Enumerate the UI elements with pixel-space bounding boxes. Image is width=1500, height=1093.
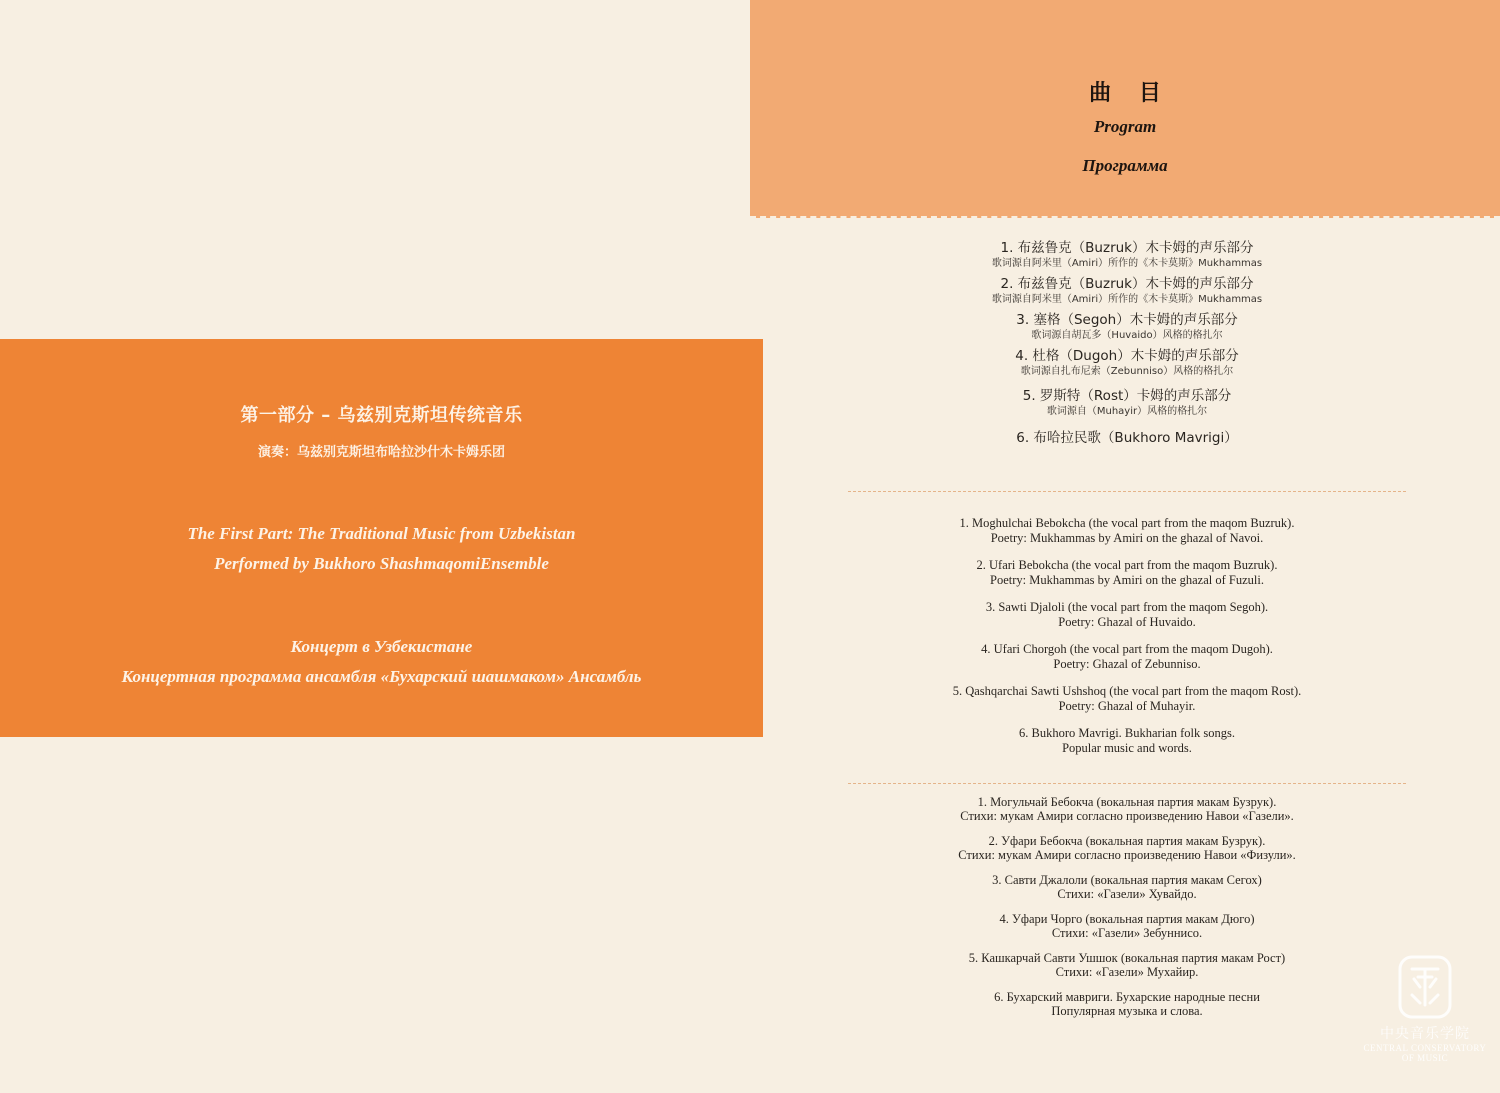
list-item [848,276,1406,306]
program-list-ru [848,795,1406,1029]
item-title: 2. Ufari Bebokcha (the vocal part from the maqom Buzruk). [976,558,1278,572]
list-item [848,795,1406,823]
item-subtitle: Стихи: «Газели» Мухайир. [1055,965,1199,979]
item-title: 3. Sawti Djaloli (the vocal part from the maqom Segoh). [985,600,1269,614]
list-item [848,312,1406,342]
item-subtitle: Популярная музыка и слова. [1051,1004,1203,1018]
item-subtitle: 歌词源自（Muhayir）风格的格扎尔 [1046,406,1208,417]
item-title: 1. Могульчай Бебокча (вокальная партия макам Бузрук). [977,795,1277,809]
program-title-en: Program [1093,117,1157,136]
performer-en: Performed by Bukhoro ShashmaqomiEnsemble [214,554,549,573]
program-list-cn [848,240,1406,453]
item-title: 1. Moghulchai Bebokcha (the vocal part from the maqom Buzruk). [959,516,1295,530]
item-title: 4. 杜格（Dugoh）木卡姆的声乐部分 [1015,348,1239,364]
item-title: 6. Бухарский мавриги. Бухарские народные песни [994,990,1260,1004]
logo-text-en-line1: CENTRAL CONSERVATORY [1363,1043,1487,1053]
performer-cn: 演奏：乌兹别克斯坦布哈拉沙什木卡姆乐团 [257,445,505,460]
item-subtitle: Poetry: Ghazal of Muhayir. [1058,699,1196,713]
item-subtitle: Стихи: мукам Амири согласно произведению Навои «Газели». [960,809,1294,823]
item-subtitle: 歌词源自胡瓦多（Huvaido）风格的格扎尔 [1031,330,1223,341]
item-subtitle: 歌词源自阿米里（Amiri）所作的《木卡莫斯》Mukhammas [991,294,1263,305]
list-item [848,912,1406,940]
list-item [848,951,1406,979]
program-title-ru: Программа [1082,156,1168,175]
conservatory-logo [1360,955,1490,1063]
item-title: 1. 布兹鲁克（Buzruk）木卡姆的声乐部分 [1000,240,1254,256]
item-subtitle: Стихи: «Газели» Зебуннисо. [1051,926,1203,940]
program-list-en [848,516,1406,768]
list-item [848,240,1406,270]
program-title-cn: 曲 目 [1089,81,1171,106]
item-title: 2. Уфари Бебокча (вокальная партия макам Бузрук). [988,834,1266,848]
list-item [848,348,1406,378]
list-item [848,430,1406,447]
item-title: 6. Bukhoro Mavrigi. Bukharian folk songs. [1019,726,1235,740]
item-subtitle: Стихи: мукам Амири согласно произведению Навои «Физули». [958,848,1296,862]
list-item [848,726,1406,756]
list-item [848,642,1406,672]
list-item [848,834,1406,862]
item-subtitle: Poetry: Ghazal of Huvaido. [1058,615,1196,629]
logo-text-en-line2: OF MUSIC [1401,1053,1449,1063]
list-item [848,600,1406,630]
logo-text-cn: 中央音乐学院 [1380,1026,1470,1042]
list-item [848,388,1406,418]
part-one-banner [0,339,763,737]
item-title: 4. Ufari Chorgoh (the vocal part from the maqom Dugoh). [981,642,1273,656]
list-item [848,990,1406,1018]
item-subtitle: Стихи: «Газели» Хувайдо. [1057,887,1197,901]
item-title: 3. Савти Джалоли (вокальная партия макам Сегох) [992,873,1262,887]
divider [848,491,1406,492]
list-item [848,516,1406,546]
item-title: 3. 塞格（Segoh）木卡姆的声乐部分 [1016,312,1238,328]
item-subtitle: 歌词源自阿米里（Amiri）所作的《木卡莫斯》Mukhammas [991,258,1263,269]
item-subtitle: Poetry: Mukhammas by Amiri on the ghazal of Fuzuli. [990,573,1264,587]
item-title: 2. 布兹鲁克（Buzruk）木卡姆的声乐部分 [1000,276,1254,292]
item-subtitle: Poetry: Ghazal of Zebunniso. [1053,657,1201,671]
item-subtitle: Poetry: Mukhammas by Amiri on the ghazal of Navoi. [990,531,1264,545]
list-item [848,684,1406,714]
item-title: 5. Qashqarchai Sawti Ushshoq (the vocal part from the maqom Rost). [952,684,1302,698]
item-title: 5. Кашкарчай Савти Ушшок (вокальная партия макам Рост) [968,951,1286,965]
item-title: 5. 罗斯特（Rost）卡姆的声乐部分 [1022,388,1232,404]
program-header [750,0,1500,218]
item-title: 4. Уфари Чорго (вокальная партия макам Дюго) [999,912,1255,926]
divider [848,783,1406,784]
part-title-en: The First Part: The Traditional Music from Uzbekistan [187,524,576,543]
part-title-ru: Концерт в Узбекистане [290,637,473,656]
list-item [848,873,1406,901]
conservatory-emblem-icon [1398,955,1452,1019]
item-subtitle: 歌词源自扎布尼索（Zebunniso）风格的格扎尔 [1020,366,1234,377]
list-item [848,558,1406,588]
item-title: 6. 布哈拉民歌（Bukhoro Mavrigi） [1016,430,1238,446]
part-title-cn: 第一部分 – 乌兹别克斯坦传统音乐 [240,405,523,426]
item-subtitle: Popular music and words. [1062,741,1192,755]
performer-ru: Концертная программа ансамбля «Бухарский шашмаком» Ансамбль [121,667,642,686]
